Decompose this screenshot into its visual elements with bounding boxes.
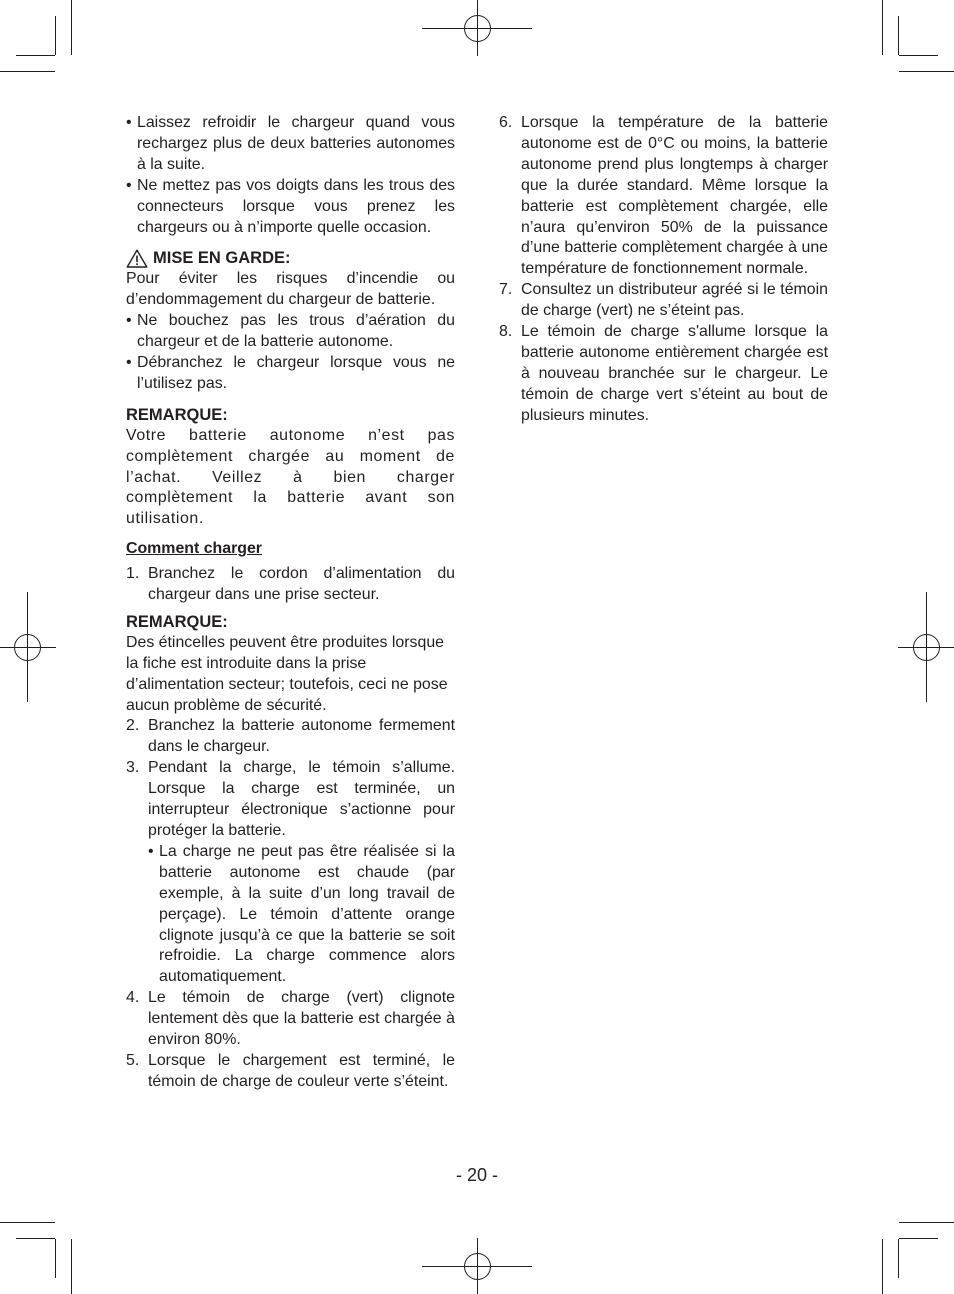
step-number: 2. (126, 717, 140, 735)
list-item (126, 311, 455, 353)
step-text: Consultez un distributeur agréé si le témoin de charge (vert) ne s’éteint pas. (521, 281, 828, 320)
remark-text: Des étincelles peuvent être produites lorsque la fiche est introduite dans la prise d’alimentation secteur; toutefois, ceci ne pose aucun problème de sécurité. (126, 633, 448, 714)
section-heading: Comment charger (126, 540, 262, 558)
remark-heading: REMARQUE: (126, 612, 228, 631)
step-number: 7. (499, 281, 513, 299)
step-number: 3. (126, 759, 140, 777)
bullet-marker: • (148, 842, 154, 860)
bullet-text: La charge ne peut pas être réalisée si la batterie autonome est chaude (par exemple, à la suite d’un long travail de perçage). Le témoin d’attente orange clignote jusqu’à ce que la batterie se soit refroidie. La charge commence alors automatiquement. (159, 842, 455, 986)
step-text: Pendant la charge, le témoin s’allume. Lorsque la charge est terminée, un interrupteur électronique s’actionne pour protéger la batterie. (148, 759, 455, 839)
caution-heading (126, 248, 455, 269)
step-item (499, 280, 828, 322)
page-number: - 20 - (455, 1165, 498, 1185)
step-number: 8. (499, 323, 513, 341)
step-item (499, 322, 828, 427)
step-text: Le témoin de charge s'allume lorsque la batterie autonome entièrement chargée est à nouveau branchée sur le chargeur. Le témoin de charge vert s’éteint au bout de plusieurs minutes. (521, 323, 828, 424)
step-item (126, 1051, 455, 1093)
step-item (126, 564, 455, 606)
sub-list-item (148, 842, 455, 988)
step-item (499, 113, 828, 280)
bullet-marker: • (126, 353, 132, 371)
step-item (126, 988, 455, 1051)
step-item (126, 716, 455, 758)
caution-heading-text: MISE EN GARDE: (153, 249, 291, 268)
right-column (499, 113, 828, 427)
bullet-marker: • (126, 114, 132, 131)
step-number: 4. (126, 989, 140, 1007)
step-text: Lorsque le chargement est terminé, le témoin de charge de couleur verte s’éteint. (148, 1051, 455, 1090)
bullet-text: Débranchez le chargeur lorsque vous ne l’utilisez pas. (137, 353, 455, 392)
list-item (126, 353, 455, 395)
step-number: 6. (499, 114, 513, 131)
list-item (126, 176, 455, 239)
step-text: Branchez le cordon d’alimentation du chargeur dans une prise secteur. (148, 565, 455, 604)
caution-text: Pour éviter les risques d’incendie ou d’endommagement du chargeur de batterie. (126, 270, 455, 309)
step-text: Lorsque la température de la batterie autonome est de 0°C ou moins, la batterie autonome prend plus longtemps à charger que la durée standard. Même lorsque la batterie est complètement chargée, elle n’aura qu’environ 50% de la puissance d’une batterie complètement chargée à une température de fonctionnement normale. (521, 114, 828, 278)
bullet-text: Ne mettez pas vos doigts dans les trous des connecteurs lorsque vous prenez les chargeurs ou à n’importe quelle occasion. (137, 176, 455, 236)
bullet-text: Laissez refroidir le chargeur quand vous rechargez plus de deux batteries autonomes à la suite. (137, 114, 455, 173)
list-item (126, 113, 455, 176)
remark-text: Votre batterie autonome n’est pas complètement chargée au moment de l’achat. Veillez à bien charger complètement la batterie avant son utilisation. (126, 426, 455, 528)
step-text: Le témoin de charge (vert) clignote lentement dès que la batterie est chargée à environ 80%. (148, 989, 455, 1049)
bullet-marker: • (126, 312, 132, 330)
left-column (126, 113, 455, 1093)
bullet-marker: • (126, 176, 132, 194)
remark-heading: REMARQUE: (126, 405, 228, 424)
step-text: Branchez la batterie autonome fermement dans le chargeur. (148, 717, 455, 756)
step-number: 5. (126, 1051, 140, 1069)
step-item (126, 758, 455, 842)
warning-icon (126, 249, 148, 268)
step-number: 1. (126, 565, 140, 583)
bullet-text: Ne bouchez pas les trous d’aération du chargeur et de la batterie autonome. (137, 312, 455, 351)
